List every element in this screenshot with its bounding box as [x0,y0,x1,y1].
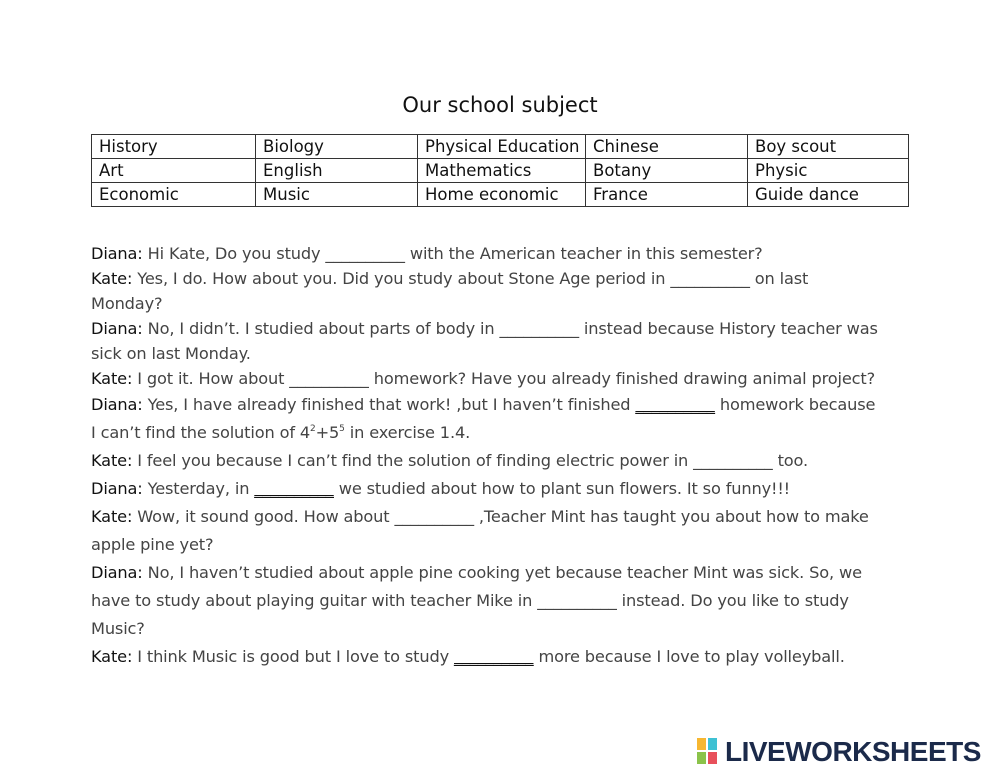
subjects-table [91,134,909,207]
logo-square [697,752,706,764]
logo-text: LIVEWORKSHEETS [725,736,981,767]
table-cell: Guide dance [748,183,909,207]
speaker-diana: Diana: [91,395,143,414]
liveworksheets-logo[interactable] [697,736,981,768]
dialog-line [91,266,921,291]
dialog-line [91,559,921,587]
table-cell: Art [92,159,256,183]
speaker-diana: Diana: [91,319,143,338]
logo-square [697,738,706,750]
table-cell: Economic [92,183,256,207]
table-cell: France [586,183,748,207]
dialog-text: homework because [714,395,876,414]
table-cell: Mathematics [418,159,586,183]
table-cell: Home economic [418,183,586,207]
dialog-text: I can’t find the solution of 4 [91,423,311,442]
speaker-diana: Diana: [91,479,143,498]
dialog-line [91,341,921,366]
dialog-text: Hi Kate, Do you study __________ with the American teacher in this semester? [142,244,763,263]
dialog-text: Music? [91,619,145,638]
dialog-line [91,366,921,391]
dialog-line [91,447,921,475]
logo-square [708,752,717,764]
table-cell: Chinese [586,135,748,159]
dialog-line [91,475,921,503]
dialog-line [91,643,921,671]
speaker-kate: Kate: [91,451,133,470]
dialog-text: Monday? [91,294,163,313]
answer-blank[interactable]: __________ [254,479,334,498]
speaker-kate: Kate: [91,269,133,288]
dialog-line [91,419,921,447]
speaker-kate: Kate: [91,369,133,388]
dialog-line [91,531,921,559]
dialog-text: I think Music is good but I love to study [132,647,455,666]
dialog-line [91,391,921,419]
table-cell: English [256,159,418,183]
table-cell: Biology [256,135,418,159]
dialog-text: No, I didn’t. I studied about parts of body in __________ instead because History teacher was [142,319,878,338]
exponent: 2 [310,424,316,434]
speaker-kate: Kate: [91,507,133,526]
dialog-text: have to study about playing guitar with teacher Mike in __________ instead. Do you like to study [91,591,849,610]
dialog-text: more because I love to play volleyball. [533,647,845,666]
dialog-text: Yes, I do. How about you. Did you study about Stone Age period in __________ on last [132,269,809,288]
table-cell: Physic [748,159,909,183]
dialog-text: we studied about how to plant sun flowers. It so funny!!! [333,479,791,498]
dialog-line [91,241,921,266]
answer-blank[interactable]: __________ [454,647,534,666]
dialog-line [91,587,921,615]
dialog-text: in exercise 1.4. [344,423,471,442]
table-cell: Boy scout [748,135,909,159]
speaker-diana: Diana: [91,563,143,582]
table-row [92,183,909,207]
page-title: Our school subject [402,93,598,117]
dialog [91,241,921,671]
dialog-text: Yesterday, in [142,479,255,498]
dialog-line [91,503,921,531]
table-cell: History [92,135,256,159]
dialog-line [91,316,921,341]
table-row [92,135,909,159]
dialog-text: No, I haven’t studied about apple pine cooking yet because teacher Mint was sick. So, we [142,563,862,582]
dialog-text: Wow, it sound good. How about __________ ,Teacher Mint has taught you about how to make [132,507,869,526]
dialog-line [91,615,921,643]
dialog-line [91,291,921,316]
speaker-diana: Diana: [91,244,143,263]
table-cell: Music [256,183,418,207]
table-cell: Botany [586,159,748,183]
speaker-kate: Kate: [91,647,133,666]
dialog-text: Yes, I have already finished that work! ,but I haven’t finished [142,395,636,414]
dialog-text: I feel you because I can’t find the solution of finding electric power in __________ too. [132,451,808,470]
dialog-text: sick on last Monday. [91,344,251,363]
dialog-text: apple pine yet? [91,535,214,554]
table-cell: Physical Education [418,135,586,159]
logo-icon [697,738,719,766]
dialog-text: +5 [315,423,340,442]
logo-square [708,738,717,750]
answer-blank[interactable]: __________ [635,395,715,414]
exponent: 5 [339,424,345,434]
table-row [92,159,909,183]
dialog-text: I got it. How about __________ homework? Have you already finished drawing animal project? [132,369,876,388]
